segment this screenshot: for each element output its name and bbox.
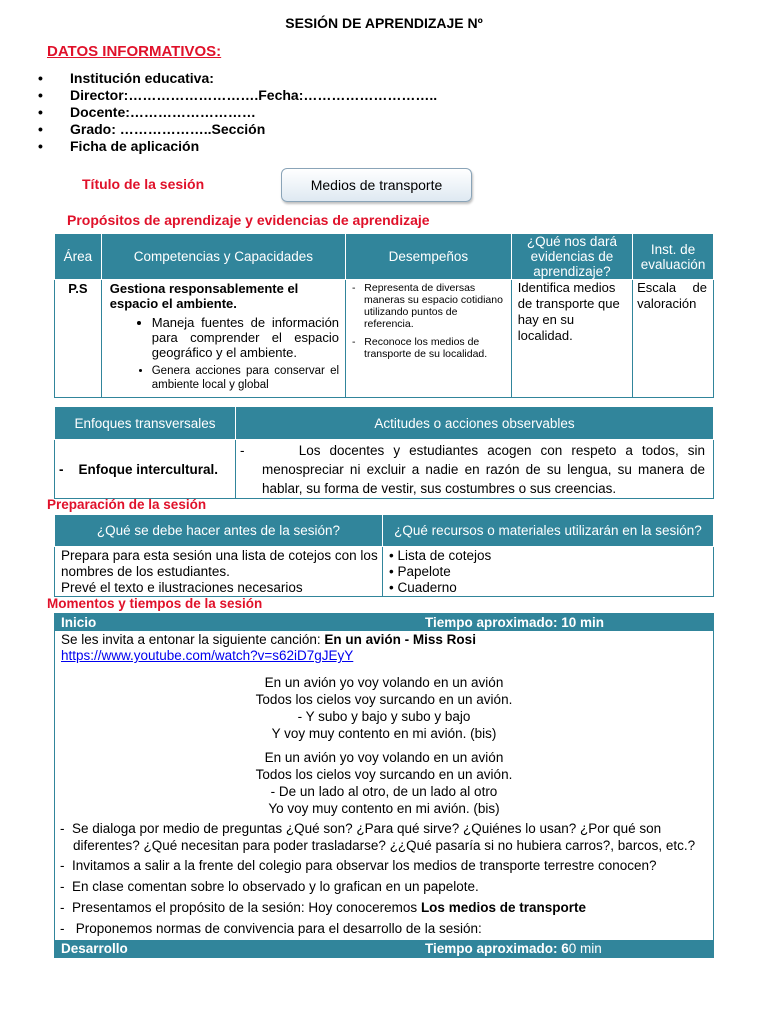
- invitacion-line: Se les invita a entonar la siguiente canción: En un avión - Miss Rosi: [61, 632, 476, 647]
- instrumento-cell: Escala de valoración: [633, 280, 714, 398]
- song-stanza-1: En un avión yo voy volando en un avión Todos los cielos voy surcando en un avión. - Y subo y bajo y subo y bajo Y voy muy contento en mi avión. (bis): [255, 675, 513, 741]
- info-item-director: • Director:……………………….Fecha:………………………..: [38, 87, 437, 104]
- recursos-cell: [383, 547, 714, 597]
- step-item: - En clase comentan sobre lo observado y lo grafican en un papelote.: [60, 879, 479, 894]
- header-recursos: ¿Qué recursos o materiales utilizarán en la sesión?: [383, 515, 714, 547]
- info-item-ficha: • Ficha de aplicación: [38, 138, 437, 155]
- desarrollo-tiempo: Tiempo aproximado: 60 min: [425, 941, 602, 956]
- recurso-item: • Lista de cotejos: [389, 548, 492, 563]
- info-item-docente: • Docente:………………………: [38, 104, 437, 121]
- evidencia-cell: Identifica medios de transporte que hay en su localidad.: [511, 280, 632, 398]
- header-area: Área: [55, 234, 102, 280]
- antes-cell: [55, 547, 383, 597]
- preparacion-table: [54, 514, 714, 597]
- recurso-item: • Papelote: [389, 564, 451, 579]
- competencias-cell: [101, 280, 345, 398]
- titulo-sesion-box: Medios de transporte: [281, 168, 472, 202]
- info-item-institucion: • Institución educativa:: [38, 70, 437, 87]
- header-actitudes: Actitudes o acciones observables: [236, 407, 714, 440]
- header-desempenos: Desempeños: [346, 234, 512, 280]
- antes-item: Prevé el texto e ilustraciones necesarios: [61, 580, 303, 595]
- info-item-grado: • Grado: ………………..Sección: [38, 121, 437, 138]
- desempenos-cell: [346, 280, 512, 398]
- desarrollo-bar: [55, 940, 713, 957]
- capacidades-list: [102, 315, 339, 392]
- propositos-table: [54, 233, 714, 398]
- inicio-label: Inicio: [61, 615, 97, 630]
- capacidad-item: • Genera acciones para conservar el ambiente local y global: [152, 364, 339, 392]
- enfoques-table: [54, 406, 714, 499]
- youtube-link[interactable]: https://www.youtube.com/watch?v=s62iD7gJEyY: [61, 648, 354, 663]
- competencia-text: Gestiona responsablemente el espacio el ambiente.: [109, 281, 299, 311]
- inicio-bar: [55, 614, 713, 631]
- preparacion-heading: Preparación de la sesión: [47, 497, 207, 512]
- song-stanza-2: En un avión yo voy volando en un avión Todos los cielos voy surcando en un avión. - De un lado al otro, de un lado al otro Yo voy muy contento en mi avión. (bis): [255, 750, 513, 816]
- header-enfoques: Enfoques transversales: [55, 407, 236, 440]
- page-title: SESIÓN DE APRENDIZAJE Nº: [285, 15, 483, 31]
- momentos-table: [54, 613, 714, 958]
- propositos-heading: Propósitos de aprendizaje y evidencias de aprendizaje: [67, 212, 430, 228]
- normas-line: - Proponemos normas de convivencia para el desarrollo de la sesión:: [60, 921, 482, 936]
- desempeno-item: - Representa de diversas maneras su espacio cotidiano utilizando puntos de referencia.: [352, 282, 503, 330]
- momentos-cell: [55, 614, 714, 958]
- datos-informativos-heading: DATOS INFORMATIVOS:: [47, 43, 222, 60]
- info-list: [38, 70, 437, 155]
- recurso-item: • Cuaderno: [389, 580, 457, 595]
- header-antes: ¿Qué se debe hacer antes de la sesión?: [55, 515, 383, 547]
- step-item: - Invitamos a salir a la frente del colegio para observar los medios de transporte terrestre conocen?: [60, 858, 657, 873]
- capacidad-item: • Maneja fuentes de información para comprender el espacio geográfico y el ambiente.: [152, 315, 339, 360]
- step-item: - Se dialoga por medio de preguntas ¿Qué son? ¿Para qué sirve? ¿Quiénes lo usan? ¿Por qué son diferentes? ¿Qué necesitan para poder trasladarse? ¿¿Qué pasaría si no hubiera carros?, barcos, etc.?: [60, 821, 696, 853]
- header-evidencias: ¿Qué nos dará evidencias de aprendizaje?: [511, 234, 632, 280]
- momentos-heading: Momentos y tiempos de la sesión: [47, 596, 263, 611]
- desarrollo-label: Desarrollo: [61, 941, 128, 956]
- desempeno-item: - Reconoce los medios de transporte de su localidad.: [352, 336, 488, 360]
- cancion-title: En un avión - Miss Rosi: [324, 632, 476, 647]
- header-instrumento: Inst. de evaluación: [633, 234, 714, 280]
- antes-item: Prepara para esta sesión una lista de cotejos con los nombres de los estudiantes.: [61, 548, 378, 579]
- actitud-cell: - Los docentes y estudiantes acogen con respeto a todos, sin menospreciar ni excluir a nadie en razón de su lengua, su manera de hablar, su forma de vestir, sus costumbres o sus creencias.: [236, 440, 714, 499]
- inicio-tiempo: Tiempo aproximado: 10 min: [425, 615, 605, 630]
- titulo-sesion-label: Título de la sesión: [82, 176, 205, 192]
- header-competencias: Competencias y Capacidades: [101, 234, 345, 280]
- enfoque-cell: - Enfoque intercultural.: [55, 440, 236, 499]
- proposito-line: - Presentamos el propósito de la sesión: Hoy conoceremos Los medios de transporte: [60, 900, 586, 915]
- area-cell: P.S: [55, 280, 102, 398]
